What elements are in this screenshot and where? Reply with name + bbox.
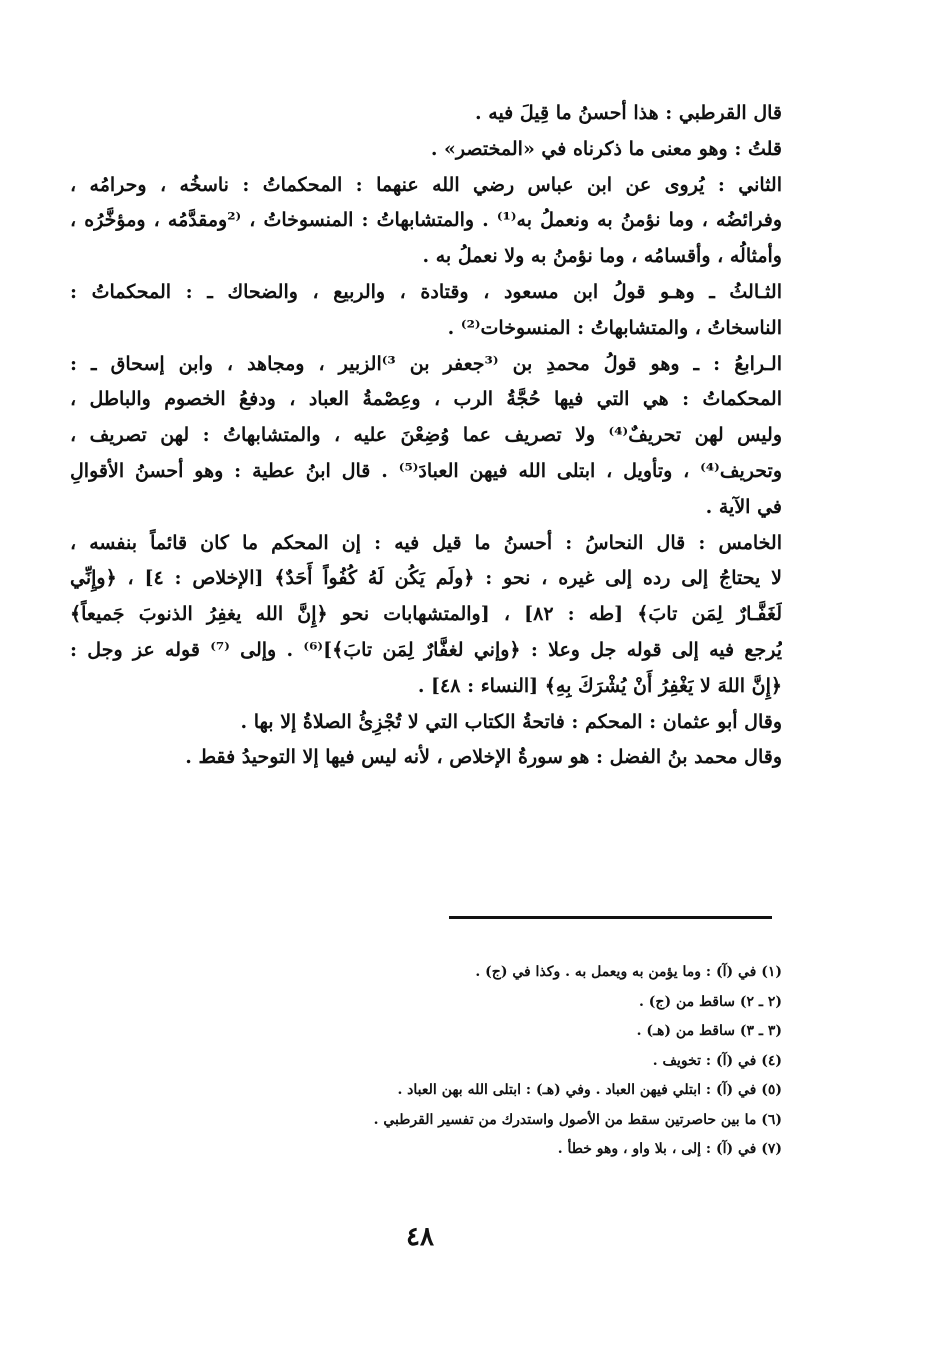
text-line: ﴿إِنَّ اللهَ لا يَغْفِرُ أَنْ يُشْرَكَ بِهِ﴾ [النساء : ٤٨] . bbox=[417, 674, 782, 697]
text-line: وقال أبو عثمان : المحكم : فاتحةُ الكتاب التي لا تُجْزِئُ الصلاةُ إلا بها . bbox=[240, 710, 782, 733]
footnote: (٣ ـ ٣) ساقط من (هـ) . bbox=[636, 1023, 782, 1039]
text-line: قلتُ : وهو معنى ما ذكرناه في «المختصر» . bbox=[430, 137, 782, 160]
text-line: المحكماتُ : هي التي فيها حُجَّةُ الرب ، وعِصْمةُ العباد ، ودفعُ الخصوم والباطل ، bbox=[70, 388, 782, 411]
footnote: (٧) في (آ) : إلى ، بلا واو ، وهو خطأ . bbox=[557, 1141, 782, 1157]
footnote: (٢ ـ ٢) ساقط من (ج) . bbox=[639, 993, 782, 1010]
text-line: وفرائضُه ، وما نؤمنُ به ونعملُ به⁽¹⁾ . والمتشابهاتُ : المنسوخاتُ ، ⁽²ومقدَّمُه ، ومؤخَّرُه ، bbox=[70, 209, 782, 232]
text-line: وتحريف⁽⁴⁾ ، وتأويل ، ابتلى الله فيهن العبادَ⁽⁵⁾ . قال ابنُ عطية : وهو أحسنُ الأقوالِ bbox=[70, 459, 782, 482]
text-line: الناسخاتُ ، والمتشابهاتُ : المنسوخات⁽²⁾ . bbox=[447, 316, 782, 339]
footnote: (٦) ما بين حاصرتين سقط من الأصول واستدرك من تفسير القرطبي . bbox=[373, 1111, 782, 1128]
text-line: الثـالثُ ـ وهـو قولُ ابن مسعود ، وقتادة ، والربيع ، والضحاك ـ : المحكماتُ : bbox=[70, 280, 782, 303]
footnote-divider bbox=[449, 916, 772, 919]
text-line: في الآية . bbox=[705, 495, 782, 518]
text-line: الثاني : يُروى عن ابن عباس رضي الله عنهما : المحكماتُ : ناسخُه ، وحرامُه ، bbox=[70, 173, 782, 196]
footnote: (٥) في (آ) : ابتلي فيهن العباد . وفي (هـ) : ابتلى الله بهن العباد . bbox=[397, 1082, 782, 1098]
body-text bbox=[70, 96, 782, 776]
page-number: ٤٨ bbox=[406, 1222, 434, 1252]
text-line: الخامس : قال النحاسُ : أحسنُ ما قيل فيه : إن المحكم ما كان قائماً بنفسه ، bbox=[70, 531, 782, 554]
footnote: (٤) في (آ) : تخويف . bbox=[652, 1052, 782, 1069]
text-line: لَغَفَّـارٌ لِمَن تابَ﴾ [طه : ٨٢] ، [والمتشهابات نحو ﴿إِنَّ الله يغفِرُ الذنوبَ جَميعاً﴾ bbox=[70, 603, 782, 626]
text-line: قال القرطبي : هذا أحسنُ ما قِيلَ فيه . bbox=[475, 102, 782, 124]
text-line: يُرجع فيه إلى قوله جل وعلا : ﴿وإني لغفَّارٌ لِمَن تابَ﴾]⁽⁶⁾ . وإلى ⁽⁷⁾ قوله عز وجل : bbox=[70, 638, 782, 661]
text-line: وقال محمد بنُ الفضل : هو سورةُ الإخلاص ، لأنه ليس فيها إلا التوحيدُ فقط . bbox=[185, 746, 782, 769]
text-line: وليس لهن تحريفٌ⁽⁴⁾ ولا تصريف عما وُضِعْنَ عليه ، والمتشابهاتُ : لهن تصريف ، bbox=[70, 424, 782, 447]
footnote: (١) في (آ) : وما يؤمن به ويعمل به . وكذا في (ج) . bbox=[475, 964, 782, 980]
footnotes bbox=[300, 958, 782, 1165]
text-line: الـرابعُ : ـ وهو قولُ محمدِ بن ⁽³جعفر بن ³⁾الزبير ، ومجاهد ، وابن إسحاق ـ : bbox=[70, 352, 782, 375]
text-line: لا يحتاجُ إلى رده إلى غيره ، نحو : ﴿ولَم يَكُن لَهُ كُفُواً أَحَدٌ﴾ [الإخلاص : ٤] ، ﴿وإِنِّي bbox=[70, 567, 782, 590]
text-line: وأمثالُه ، وأقسامُه ، وما نؤمنُ به ولا نعملُ به . bbox=[422, 245, 782, 268]
